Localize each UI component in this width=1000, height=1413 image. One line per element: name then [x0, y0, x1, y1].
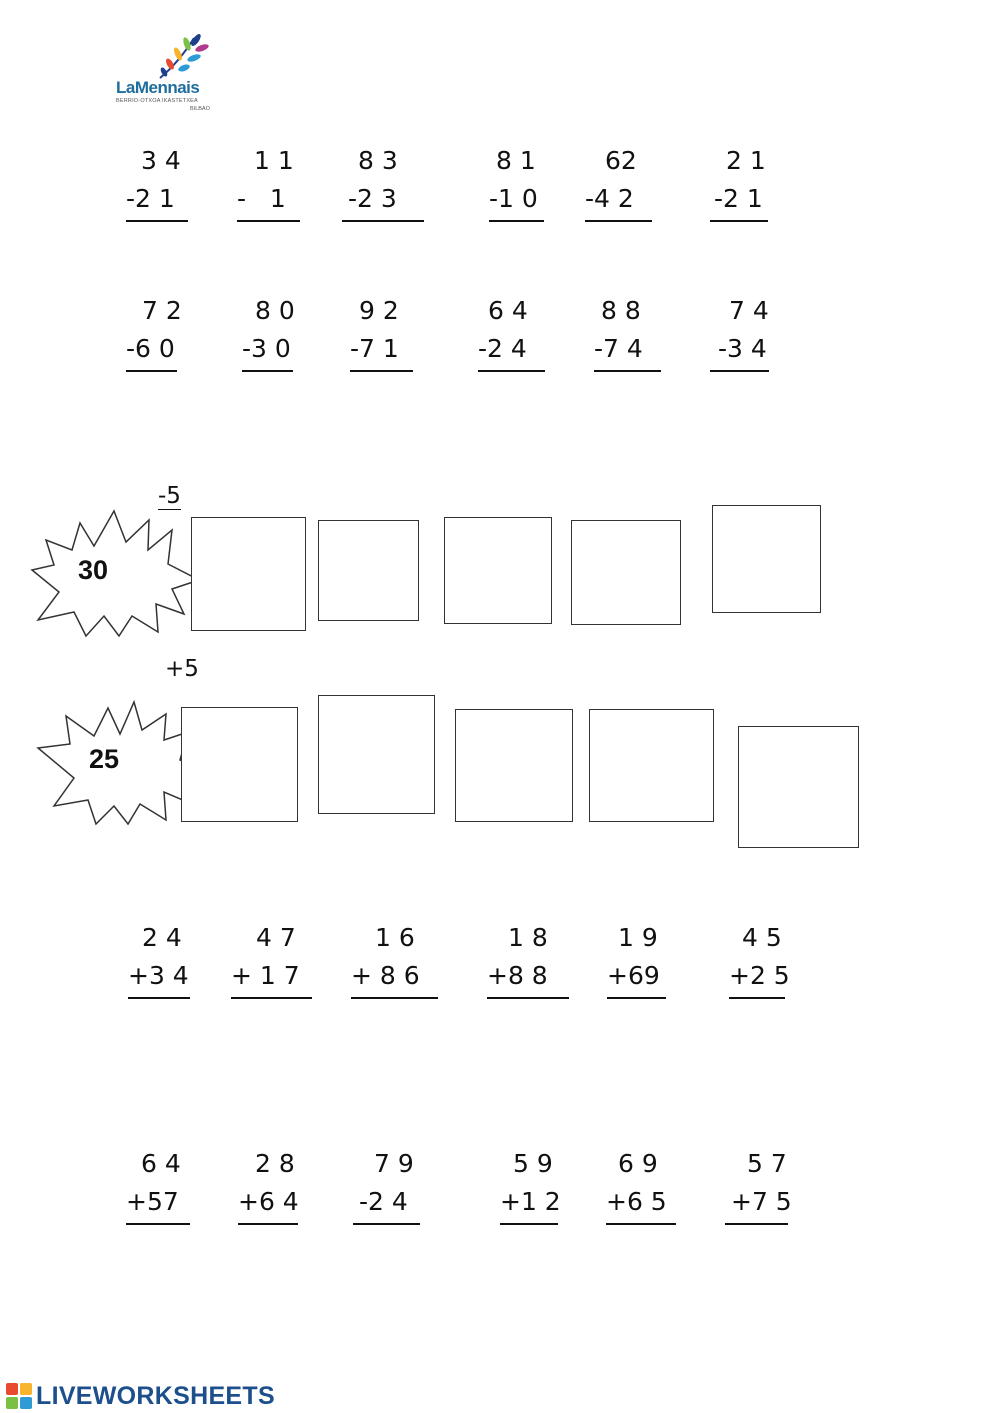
problem-underline	[126, 370, 177, 372]
problem-bottom: +2 5	[729, 961, 790, 990]
problem-r3-c4	[487, 923, 548, 1043]
problem-top: 8 1	[496, 146, 536, 175]
problem-underline	[353, 1223, 420, 1225]
problem-bottom: -2 1	[126, 184, 175, 213]
problem-r4-c4	[500, 1149, 561, 1269]
problem-r4-c5	[606, 1149, 667, 1269]
answer-box[interactable]	[571, 520, 681, 625]
problem-underline	[128, 997, 190, 999]
problem-bottom: + 1 7	[231, 961, 300, 990]
problem-bottom: + 8 6	[351, 961, 420, 990]
problem-bottom: -3 0	[242, 334, 291, 363]
problem-r3-c6	[729, 923, 790, 1043]
problem-r1-c4	[489, 146, 538, 266]
answer-box[interactable]	[191, 517, 306, 631]
answer-box[interactable]	[589, 709, 714, 822]
problem-top: 1 6	[375, 923, 415, 952]
problem-top: 5 9	[513, 1149, 553, 1178]
problem-top: 4 7	[256, 923, 296, 952]
problem-bottom: -4 2	[585, 184, 634, 213]
problem-underline	[500, 1223, 558, 1225]
problem-top: 3 4	[141, 146, 181, 175]
starburst-icon	[24, 508, 200, 638]
problem-bottom: -3 4	[718, 334, 767, 363]
problem-r2-c5	[594, 296, 643, 416]
problem-r1-c5	[585, 146, 637, 266]
problem-top: 6 9	[618, 1149, 658, 1178]
problem-top: 4 5	[742, 923, 782, 952]
answer-box[interactable]	[444, 517, 552, 624]
problem-bottom: -7 1	[350, 334, 399, 363]
problem-underline	[350, 370, 413, 372]
problem-underline	[710, 220, 768, 222]
sequence-start-value: 25	[89, 744, 120, 774]
problem-top: 8 3	[358, 146, 398, 175]
problem-r2-c2	[242, 296, 295, 416]
problem-top: 5 7	[747, 1149, 787, 1178]
answer-box[interactable]	[455, 709, 573, 822]
problem-r2-c6	[710, 296, 769, 416]
answer-box[interactable]	[738, 726, 859, 848]
footer-brand-text: LIVEWORKSHEETS	[36, 1381, 275, 1410]
school-logo	[112, 32, 222, 114]
problem-r3-c2	[231, 923, 300, 1043]
problem-underline	[478, 370, 545, 372]
problem-r1-c2	[237, 146, 294, 266]
problem-top: 8 8	[601, 296, 641, 325]
problem-r4-c6	[725, 1149, 792, 1269]
problem-r4-c3	[353, 1149, 414, 1269]
problem-bottom: +57	[126, 1187, 179, 1216]
answer-box[interactable]	[712, 505, 821, 613]
problem-underline	[594, 370, 661, 372]
problem-r4-c2	[238, 1149, 299, 1269]
problem-bottom: -2 1	[714, 184, 763, 213]
logo-name: LaMennais	[116, 78, 200, 97]
problem-r1-c6	[710, 146, 766, 266]
leaf-logo-icon	[112, 32, 222, 82]
footer-brand	[6, 1380, 275, 1412]
problem-r3-c1	[128, 923, 189, 1043]
problem-bottom: -2 3	[348, 184, 397, 213]
problem-top: 8 0	[255, 296, 295, 325]
problem-bottom: +7 5	[731, 1187, 792, 1216]
problem-bottom: +6 5	[606, 1187, 667, 1216]
problem-r4-c1	[126, 1149, 181, 1269]
problem-underline	[126, 1223, 190, 1225]
problem-underline	[607, 997, 666, 999]
problem-r2-c4	[478, 296, 528, 416]
problem-r3-c3	[351, 923, 420, 1043]
problem-top: 7 9	[374, 1149, 414, 1178]
answer-box[interactable]	[318, 520, 419, 621]
problem-underline	[126, 220, 188, 222]
problem-r1-c3	[342, 146, 398, 266]
problem-top: 6 4	[488, 296, 528, 325]
problem-r2-c1	[126, 296, 182, 416]
problem-underline	[710, 370, 769, 372]
problem-bottom: - 1	[237, 184, 286, 213]
problem-underline	[238, 1223, 298, 1225]
problem-top: 7 2	[142, 296, 182, 325]
problem-underline	[489, 220, 544, 222]
problem-underline	[585, 220, 652, 222]
problem-top: 2 1	[726, 146, 766, 175]
problem-top: 6 4	[141, 1149, 181, 1178]
problem-bottom: -2 4	[359, 1187, 408, 1216]
sequence-step-label: -5	[158, 483, 181, 509]
problem-r2-c3	[350, 296, 399, 416]
problem-bottom: +8 8	[487, 961, 548, 990]
problem-underline	[237, 220, 300, 222]
problem-top: 1 8	[508, 923, 548, 952]
logo-city: BILBAO	[190, 106, 210, 112]
problem-underline	[351, 997, 438, 999]
problem-underline	[231, 997, 312, 999]
problem-bottom: +3 4	[128, 961, 189, 990]
problem-top: 62	[605, 146, 637, 175]
logo-subtitle: BERRIO-OTXOA IKASTETXEA	[116, 98, 198, 104]
problem-bottom: -6 0	[126, 334, 175, 363]
problem-bottom: -7 4	[594, 334, 643, 363]
problem-bottom: -2 4	[478, 334, 527, 363]
problem-top: 2 4	[142, 923, 182, 952]
problem-bottom: -1 0	[489, 184, 538, 213]
problem-top: 7 4	[729, 296, 769, 325]
problem-bottom: +6 4	[238, 1187, 299, 1216]
problem-underline	[729, 997, 785, 999]
answer-box[interactable]	[181, 707, 298, 822]
problem-top: 2 8	[255, 1149, 295, 1178]
problem-r1-c1	[126, 146, 181, 266]
answer-box[interactable]	[318, 695, 435, 814]
sequence-step-label: +5	[165, 656, 199, 682]
problem-underline	[242, 370, 293, 372]
problem-underline	[725, 1223, 788, 1225]
problem-underline	[606, 1223, 676, 1225]
problem-top: 1 1	[254, 146, 294, 175]
liveworksheets-logo-icon	[6, 1383, 32, 1409]
problem-top: 9 2	[359, 296, 399, 325]
problem-underline	[487, 997, 569, 999]
problem-bottom: +69	[607, 961, 660, 990]
problem-r3-c5	[607, 923, 660, 1043]
problem-underline	[342, 220, 424, 222]
problem-bottom: +1 2	[500, 1187, 561, 1216]
sequence-start-value: 30	[78, 555, 109, 585]
problem-top: 1 9	[618, 923, 658, 952]
